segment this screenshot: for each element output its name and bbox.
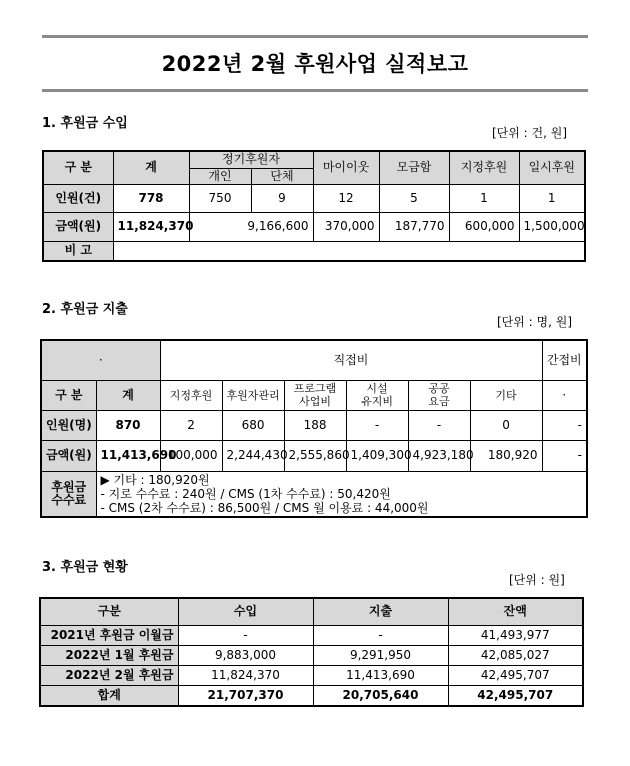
expense-amount-indirect: - [542, 440, 587, 471]
expense-people-utility: - [408, 410, 470, 440]
status-row-label: 2022년 2월 후원금 [40, 665, 178, 685]
expense-header-direct: 직접비 [160, 340, 542, 380]
status-header-balance: 잔액 [448, 598, 583, 625]
income-header-total: 계 [113, 151, 189, 184]
expense-header-facility: 시설 유지비 [346, 380, 408, 410]
status-total-balance: 42,495,707 [448, 685, 583, 706]
expense-header-program: 프로그램 사업비 [284, 380, 346, 410]
expense-amount-utility: 4,923,180 [408, 440, 470, 471]
income-header-onetime: 일시후원 [519, 151, 585, 184]
income-table [42, 150, 586, 262]
status-total-income: 21,707,370 [178, 685, 313, 706]
status-table [39, 597, 584, 707]
income-people-total: 778 [113, 184, 189, 212]
income-amount-designated: 600,000 [449, 212, 519, 241]
status-expense: 9,291,950 [313, 645, 448, 665]
top-rule [42, 35, 588, 38]
expense-header-utility: 공공 요금 [408, 380, 470, 410]
income-people-box: 5 [379, 184, 449, 212]
table-row-total [40, 685, 583, 706]
expense-people-indirect: - [542, 410, 587, 440]
expense-header-total: 계 [96, 380, 160, 410]
status-row-label: 2022년 1월 후원금 [40, 645, 178, 665]
income-header-designated: 지정후원 [449, 151, 519, 184]
income-amount-box: 187,770 [379, 212, 449, 241]
status-income: 9,883,000 [178, 645, 313, 665]
income-row-amount-label: 금액(원) [43, 212, 113, 241]
status-balance: 41,493,977 [448, 625, 583, 645]
status-expense: - [313, 625, 448, 645]
status-total-expense: 20,705,640 [313, 685, 448, 706]
status-row-label: 2021년 후원금 이월금 [40, 625, 178, 645]
table-row [40, 665, 583, 685]
fee-line: - CMS (2차 수수료) : 86,500원 / CMS 월 이용료 : 44,000원 [100, 500, 429, 515]
income-note-value [113, 241, 585, 261]
expense-people-designated: 2 [160, 410, 222, 440]
expense-row-fee-label: 후원금 수수료 [41, 471, 96, 517]
expense-amount-program: 2,555,860 [284, 440, 346, 471]
expense-people-facility: - [346, 410, 408, 440]
income-people-maiiot: 12 [313, 184, 379, 212]
income-amount-regular: 9,166,600 [189, 212, 313, 241]
expense-header-designated: 지정후원 [160, 380, 222, 410]
income-header-gubun: 구 분 [43, 151, 113, 184]
expense-header-dot: · [41, 340, 160, 380]
status-header-gubun: 구분 [40, 598, 178, 625]
page-title: 2022년 2월 후원사업 실적보고 [161, 52, 469, 76]
title-underline [42, 89, 588, 92]
expense-amount-etc: 180,920 [470, 440, 542, 471]
status-balance: 42,495,707 [448, 665, 583, 685]
expense-amount-total: 11,413,690 [96, 440, 160, 471]
expense-amount-donor-mgmt: 2,244,430 [222, 440, 284, 471]
status-total-label: 합계 [40, 685, 178, 706]
status-header-income: 수입 [178, 598, 313, 625]
income-amount-maiiot: 370,000 [313, 212, 379, 241]
table-row [40, 625, 583, 645]
expense-header-indirect: 간접비 [542, 340, 587, 380]
status-income: 11,824,370 [178, 665, 313, 685]
income-header-group: 단체 [251, 168, 313, 184]
expense-table [40, 339, 588, 518]
income-amount-onetime: 1,500,000 [519, 212, 585, 241]
status-income: - [178, 625, 313, 645]
expense-header-etc: 기타 [470, 380, 542, 410]
income-amount-total: 11,824,370 [113, 212, 189, 241]
income-header-box: 모금함 [379, 151, 449, 184]
income-people-personal: 750 [189, 184, 251, 212]
income-people-group: 9 [251, 184, 313, 212]
status-section-heading: 3. 후원금 현황 [42, 560, 128, 575]
expense-people-donor-mgmt: 680 [222, 410, 284, 440]
table-row [40, 645, 583, 665]
expense-people-program: 188 [284, 410, 346, 440]
income-unit-label: [단위 : 건, 원] [492, 126, 568, 140]
income-people-designated: 1 [449, 184, 519, 212]
expense-people-etc: 0 [470, 410, 542, 440]
expense-people-total: 870 [96, 410, 160, 440]
income-header-regular: 정기후원자 [189, 151, 313, 168]
income-header-maiiot: 마이이웃 [313, 151, 379, 184]
expense-row-amount-label: 금액(원) [41, 440, 96, 471]
expense-amount-facility: 1,409,300 [346, 440, 408, 471]
income-row-people-label: 인원(건) [43, 184, 113, 212]
expense-amount-designated: 100,000 [160, 440, 222, 471]
expense-header-gubun: 구 분 [41, 380, 96, 410]
status-unit-label: [단위 : 원] [509, 573, 565, 587]
expense-header-indirect-sub: · [542, 380, 587, 410]
fee-line: ▶ 기타 : 180,920원 [100, 472, 210, 487]
income-header-personal: 개인 [189, 168, 251, 184]
income-row-note-label: 비 고 [43, 241, 113, 261]
status-header-expense: 지출 [313, 598, 448, 625]
expense-section-heading: 2. 후원금 지출 [42, 302, 128, 317]
income-section-heading: 1. 후원금 수입 [42, 116, 128, 131]
status-balance: 42,085,027 [448, 645, 583, 665]
expense-row-people-label: 인원(명) [41, 410, 96, 440]
status-expense: 11,413,690 [313, 665, 448, 685]
expense-header-donor-mgmt: 후원자관리 [222, 380, 284, 410]
expense-unit-label: [단위 : 명, 원] [497, 315, 573, 329]
fee-line: - 지로 수수료 : 240원 / CMS (1차 수수료) : 50,420원 [100, 486, 391, 501]
expense-fee-details [96, 471, 587, 517]
income-people-onetime: 1 [519, 184, 585, 212]
